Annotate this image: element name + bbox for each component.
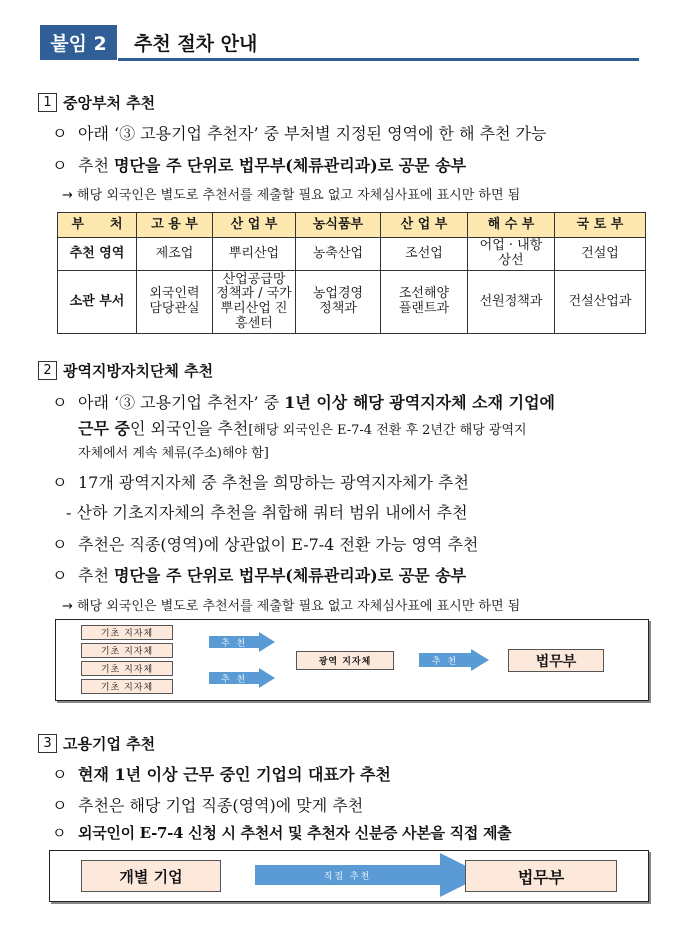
recommend-arrow-1: [209, 632, 275, 652]
s2-bullet-1-bold: 1년 이상 해당 광역지자체 소재 기업에: [284, 393, 555, 412]
company-flow-diagram: [49, 850, 649, 902]
table-cell: 농업경영 정책과: [296, 271, 381, 334]
table-cell: 뿌리산업: [213, 238, 296, 271]
recommend-arrow-2: [209, 668, 275, 688]
section-1-title: 중앙부처 추천: [63, 94, 156, 112]
s2-bullet-1-cont-bold: 근무 중: [78, 419, 130, 438]
s2-bullet-1-cont2: 자체에서 계속 체류(주소)해야 함]: [78, 446, 269, 461]
direct-recommend-arrow: [255, 853, 484, 897]
page-title: 추천 절차 안내: [134, 33, 258, 55]
regional-gov-box: 광역 지자체: [296, 651, 394, 670]
bullet-marker: ㅇ: [52, 535, 68, 554]
s1-bullet-2-bold: 명단을 주 단위로 법무부(체류관리과)로 공문 송부: [114, 156, 467, 175]
basic-local-gov-box: 기초 지자체: [81, 643, 173, 658]
s2-bullet-1: [52, 390, 555, 413]
basic-local-gov-box: 기초 지자체: [81, 661, 173, 676]
arrow-label: 추 천: [209, 672, 259, 684]
arrow-head: [471, 649, 489, 671]
table-cell: 추천 영역: [58, 238, 137, 271]
arrow-label: 추 천: [419, 653, 471, 667]
table-cell: 제조업: [137, 238, 213, 271]
arrow-head: [259, 668, 275, 688]
section-3-title: 고용기업 추천: [63, 735, 156, 753]
section-2-number: 2: [38, 361, 57, 380]
s3-bullet-3: [52, 822, 511, 843]
table-header-row: [58, 213, 646, 238]
bullet-marker: ㅇ: [52, 156, 68, 175]
table-header: 해 수 부: [468, 213, 555, 238]
s3-bullet-1: [52, 762, 391, 785]
s1-bullet-2-text: 추천: [78, 156, 114, 175]
s1-bullet-1: [52, 121, 547, 144]
s2-bullet-2: [52, 470, 469, 493]
s2-dash-item: - 산하 기초지자체의 추천을 취합해 쿼터 범위 내에서 추천: [66, 503, 468, 522]
section-1-number: 1: [38, 93, 57, 112]
regional-flow-diagram: [55, 619, 649, 701]
arrow-label: 추 천: [209, 636, 259, 648]
table-header: 국 토 부: [555, 213, 646, 238]
section-3-heading: [38, 733, 155, 754]
table-cell: 조선업: [381, 238, 468, 271]
arrow-head: [259, 632, 275, 652]
section-2-title: 광역지방자치단체 추천: [63, 362, 214, 380]
bullet-marker: ㅇ: [52, 473, 68, 492]
ministry-table: [57, 212, 646, 334]
ministry-of-justice-box: 법무부: [508, 649, 604, 672]
s2-bullet-3-text: 추천은 직종(영역)에 상관없이 E-7-4 전환 가능 영역 추천: [78, 535, 479, 554]
table-header: 농식품부: [296, 213, 381, 238]
bullet-marker: ㅇ: [52, 124, 68, 143]
arrow-label: 직접 추천: [255, 865, 440, 885]
s2-bullet-4: [52, 563, 466, 586]
s3-bullet-3-bold: 외국인이 E-7-4 신청 시 추천서 및 추천자 신분증 사본을 직접 제출: [78, 824, 512, 842]
s2-bullet-1-cont-text: 인 외국인을 추천: [129, 419, 249, 438]
s3-bullet-2: [52, 793, 363, 816]
s1-bullet-1-text: 아래 ‘③ 고용기업 추천자’ 중 부처별 지정된 영역에 한 해 추천 가능: [78, 124, 547, 143]
table-cell: 선원정책과: [468, 271, 555, 334]
s1-note: → 해당 외국인은 별도로 추천서를 제출할 필요 없고 자체심사표에 표시만 하면 됨: [62, 188, 521, 203]
table-row: [58, 238, 646, 271]
bullet-marker: ㅇ: [52, 765, 68, 784]
section-2-heading: [38, 360, 213, 381]
table-header: 부 처: [58, 213, 137, 238]
table-cell: 건설산업과: [555, 271, 646, 334]
basic-local-gov-box: 기초 지자체: [81, 679, 173, 694]
table-cell: 산업공급망 정책과 / 국가뿌리산업 진흥센터: [213, 271, 296, 334]
section-3-number: 3: [38, 734, 57, 753]
bullet-marker: ㅇ: [52, 824, 67, 842]
recommend-arrow-3: [419, 649, 489, 671]
table-cell: 농축산업: [296, 238, 381, 271]
s2-note: → 해당 외국인은 별도로 추천서를 제출할 필요 없고 자체심사표에 표시만 하면 됨: [62, 599, 521, 614]
s2-bullet-2-text: 17개 광역지자체 중 추천을 희망하는 광역지자체가 추천: [78, 473, 469, 492]
s2-bullet-1-text: 아래 ‘③ 고용기업 추천자’ 중: [78, 393, 285, 412]
table-header: 고 용 부: [137, 213, 213, 238]
company-box: 개별 기업: [81, 860, 221, 892]
table-header: 산 업 부: [213, 213, 296, 238]
bullet-marker: ㅇ: [52, 393, 68, 412]
attachment-badge: 붙임 2: [40, 25, 117, 60]
s2-bullet-1-cont-small: [해당 외국인은 E-7-4 전환 후 2년간 해당 광역지: [248, 423, 527, 438]
table-cell: 외국인력 담당관실: [137, 271, 213, 334]
bullet-marker: ㅇ: [52, 566, 68, 585]
ministry-of-justice-box: 법무부: [465, 860, 617, 892]
s3-bullet-1-bold: 현재 1년 이상 근무 중인 기업의 대표가 추천: [78, 765, 391, 784]
header-rule: [118, 58, 639, 61]
table-cell: 조선해양 플랜트과: [381, 271, 468, 334]
section-1-heading: [38, 92, 155, 113]
s2-bullet-1-cont: [78, 416, 527, 439]
s2-bullet-3: [52, 532, 478, 555]
s2-bullet-4-bold: 명단을 주 단위로 법무부(체류관리과)로 공문 송부: [114, 566, 467, 585]
table-cell: 건설업: [555, 238, 646, 271]
table-row: [58, 271, 646, 334]
table-header: 산 업 부: [381, 213, 468, 238]
table-cell: 어업 · 내항상선: [468, 238, 555, 271]
s2-bullet-4-text: 추천: [78, 566, 114, 585]
bullet-marker: ㅇ: [52, 796, 68, 815]
s3-bullet-2-text: 추천은 해당 기업 직종(영역)에 맞게 추천: [78, 796, 364, 815]
basic-local-gov-box: 기초 지자체: [81, 625, 173, 640]
table-cell: 소관 부서: [58, 271, 137, 334]
s1-bullet-2: [52, 153, 466, 176]
